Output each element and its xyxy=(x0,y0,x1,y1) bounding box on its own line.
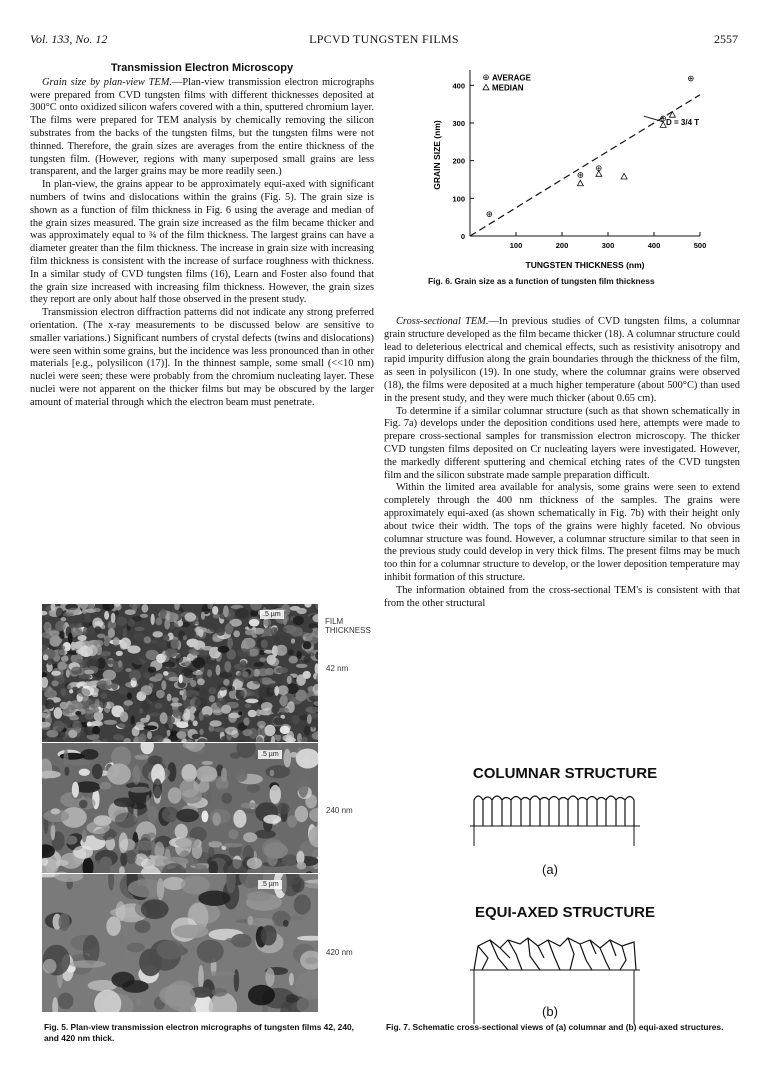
micrograph-texture xyxy=(42,604,318,742)
micrograph-panel-42nm xyxy=(42,604,318,742)
x-tick-label: 300 xyxy=(601,241,615,250)
paragraph: Transmission electron diffraction patterns did not indicate any strong preferred orientation. (The x-ray measurements to be discussed below are sensitive to smaller variations.) Significant numbers of crystal defects (twins and dislocations) were seen within some grains, but the incidence was less pronounced than in other materials [e.g., polysilicon (17)]. In the thinnest sample, some small (<<10 nm) nuclei were seen; these were probably from the chromium nucleating layer. These nuclei were not apparent on the thicker films but may be obscured by the larger amount of material through which the electron beam must penetrate. xyxy=(30,307,374,408)
right-column-text xyxy=(384,316,740,610)
run-in-heading: Cross-sectional TEM. xyxy=(396,316,489,327)
y-tick-label: 200 xyxy=(452,156,465,166)
legend-median-marker xyxy=(483,84,489,90)
micrograph-grains xyxy=(42,743,318,873)
diagram-label-b: (b) xyxy=(542,1004,558,1019)
y-tick-label: 100 xyxy=(452,194,465,204)
section-title: Transmission Electron Microscopy xyxy=(110,62,294,74)
columnar-grain-tops xyxy=(474,796,634,826)
paragraph: In plan-view, the grains appear to be approximately equi-axed with significant numbers of twins and dislocations within the grains (Fig. 5). The grain size is shown as a function of film thickness in Fig. 6 using the average and median of the grain sizes measured. The grain size increased as the film became thicker and was approximately equal to ¾ of the film thickness. The largest grains can have a diameter greater than the film thickness. The increase in grain size with increasing film thickness is consistent with the increase of surface roughness with thickness. In a similar study of CVD tungsten films (16), Learn and Foster also found that the grain size increased with increasing film thickness. However, the grain sizes they report are only about half those observed in the present study. xyxy=(30,179,374,306)
left-column-text xyxy=(30,62,374,410)
average-point-cross xyxy=(689,77,692,80)
micrograph-panel-240nm xyxy=(42,743,318,873)
running-header xyxy=(30,32,738,48)
thickness-label: 42 nm xyxy=(326,664,349,673)
thickness-label: 420 nm xyxy=(326,948,353,957)
legend-average-label: AVERAGE xyxy=(492,73,531,83)
page-number: 2557 xyxy=(714,32,738,46)
micrograph-grains xyxy=(42,874,318,1012)
paragraph xyxy=(384,316,740,406)
paragraph xyxy=(30,77,374,179)
y-tick-label: 400 xyxy=(452,81,465,91)
film-thickness-heading: FILM THICKNESS xyxy=(325,617,371,635)
paragraph: To determine if a similar columnar structure (such as that shown schematically in Fig. 7a) develops under the deposition conditions used here, attempts were made to prepare cross-sectional samples for transmission electron microscopy. The thicker CVD tungsten films deposited on Cr nucleating layers were investigated. However, the markedly different sputtering and chemical etching rates of the CVD tungsten film and the silicon substrate made sample preparation difficult. xyxy=(384,405,740,481)
thickness-label: 240 nm xyxy=(326,806,353,815)
columnar-structure-title: COLUMNAR STRUCTURE xyxy=(472,765,658,782)
average-point-cross xyxy=(579,173,582,176)
scale-bar-label: .5 µm xyxy=(260,610,284,619)
figure-6-caption: Fig. 6. Grain size as a function of tungsten film thickness xyxy=(428,276,655,286)
paragraph-body: —Plan-view transmission electron micrographs were prepared from CVD tungsten films with different thicknesses deposited at 300°C onto oxidized silicon wafers covered with a thin, sputtered chromium layer. The films were prepared for TEM analysis by chemically removing the silicon substrates from the backs of the tungsten films, but the tungsten films were not thinned. Therefore, the grain sizes are averages from the entire thickness of the tungsten film. (However, regions with many superposed small grains are less transparent, and the larger grains may be more readily seen.) xyxy=(30,76,374,178)
median-point xyxy=(621,173,627,179)
legend-median-label: MEDIAN xyxy=(492,83,524,93)
figure-5-caption: Fig. 5. Plan-view transmission electron micrographs of tungsten films 42, 240, and 420 nm thick. xyxy=(44,1022,354,1043)
volume-label: Vol. 133, No. 12 xyxy=(30,32,108,46)
paragraph-body: —In previous studies of CVD tungsten films, a columnar grain structure developed as the film became thicker (18). A columnar structure could lead to deleterious electrical and chemical effects, such as resistivity anisotropy and rapid impurity diffusion along the grain boundaries through the thickness of the film, as seen in polysilicon (19). In one study, where the columnar grains were observed (18), the films were deposited at a much higher temperature (about 500°C) than used in the present study, and they were much thicker (about 0.65 cm). xyxy=(384,316,740,404)
legend-average-marker-cross xyxy=(484,76,487,79)
median-point xyxy=(596,171,602,177)
diagram-label-a: (a) xyxy=(542,862,558,877)
x-tick-label: 400 xyxy=(647,241,661,250)
average-point-cross xyxy=(597,167,600,170)
paragraph: The information obtained from the cross-sectional TEM's is consistent with that from the other structural xyxy=(384,584,740,609)
x-tick-label: 100 xyxy=(509,241,523,250)
x-axis-label: TUNGSTEN THICKNESS (nm) xyxy=(525,260,645,270)
fit-line xyxy=(470,95,700,236)
x-tick-label: 500 xyxy=(693,241,707,250)
equiaxed-structure-title: EQUI-AXED STRUCTURE xyxy=(474,904,655,921)
y-tick-label: 300 xyxy=(452,118,465,128)
x-tick-label: 200 xyxy=(555,241,569,250)
equiaxed-grains xyxy=(474,938,636,970)
run-in-heading: Grain size by plan-view TEM. xyxy=(42,76,172,88)
micrograph-texture xyxy=(42,743,318,873)
median-point xyxy=(577,180,583,186)
y-axis-label: GRAIN SIZE (nm) xyxy=(432,120,442,190)
grain-size-chart xyxy=(400,58,740,290)
journal-running-title: LPCVD TUNGSTEN FILMS xyxy=(309,32,459,46)
columnar-structure-diagram xyxy=(470,786,640,846)
scale-bar-label: .5 µm xyxy=(258,750,282,759)
average-point-cross xyxy=(488,213,491,216)
scale-bar-label: .5 µm xyxy=(258,880,282,889)
y-tick-label: 0 xyxy=(460,232,465,241)
micrograph-grains xyxy=(42,604,318,742)
paragraph: Within the limited area available for analysis, some grains were seen to extend completely through the 400 nm thickness of the samples. The grains were approximately equi-axed (as shown schematically in Fig. 7b) with their height only about twice their width. The tops of the grains were highly faceted. No obvious columnar structure was found. However, a columnar structure similar to that seen in the previous study could develop in very thick films. The present films may be much too thin for a columnar structure to develop, or the lower deposition temperature may inhibit formation of this structure. xyxy=(384,482,740,583)
fit-line-annotation: D = 3/4 T xyxy=(666,117,700,127)
figure-7-caption: Fig. 7. Schematic cross-sectional views of (a) columnar and (b) equi-axed structures. xyxy=(386,1022,724,1032)
micrograph-texture xyxy=(42,874,318,1012)
micrograph-panel-420nm xyxy=(42,874,318,1012)
